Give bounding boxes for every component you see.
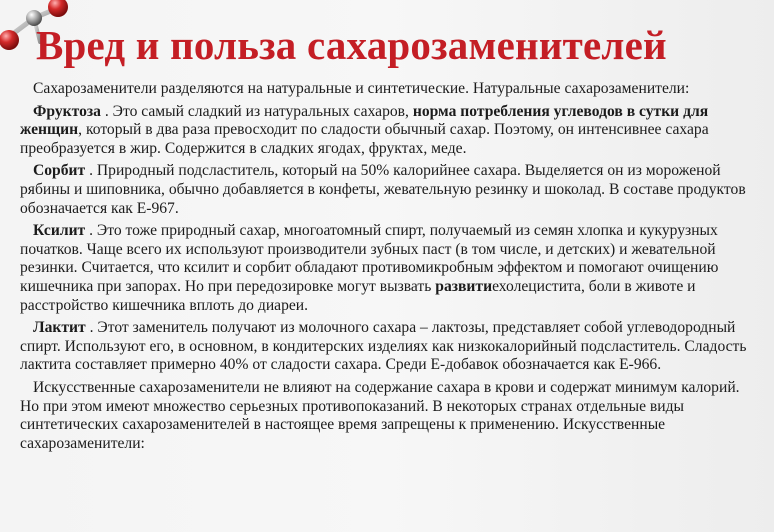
xylitol-paragraph [20, 222, 755, 315]
fructose-paragraph [20, 103, 755, 159]
intro-text: Сахарозаменители разделяются на натуральные и синтетические. Натуральные сахарозаменители: [33, 80, 690, 97]
fructose-term: Фруктоза [33, 102, 101, 120]
page-title: Вред и польза сахарозаменителей [36, 22, 667, 68]
xylitol-text-b: ехолецистита, боли в животе и расстройство кишечника вплоть до диареи. [20, 277, 696, 314]
artificial-paragraph [20, 379, 755, 453]
lactitol-paragraph [20, 319, 755, 375]
artificial-text: Искусственные сахарозаменители не влияют на содержание сахара в крови и содержат минимум калорий. Но при этом имеют множество серьезных противопоказаний. В некоторых странах отдельные виды синтетических сахарозаменителей в настоящее время запрещены к применению. Искусственные сахарозаменители: [20, 378, 740, 452]
intro-paragraph [20, 80, 755, 99]
xylitol-term: Ксилит [33, 222, 86, 240]
fructose-emphasis: норма потребления углеводов в сутки для женщин [20, 102, 709, 139]
xylitol-text-a: . Это тоже природный сахар, многоатомный спирт, получаемый из семян хлопка и кукурузных початков. Чаще всего их используют производители зубных паст (в том числе, и детских) и жевательной резинки. Считается, что ксилит и сорбит обладают противомикробным эффектом и помогают очищению кишечника при запорах. Но при передозировке могут вызвать [20, 222, 719, 295]
article-body [20, 80, 755, 457]
fructose-text-a: . Это самый сладкий из натуральных сахаров, [100, 102, 413, 120]
lactitol-term: Лактит [33, 319, 86, 337]
xylitol-emphasis: развити [435, 277, 493, 295]
sorbitol-term: Сорбит [33, 162, 86, 180]
lactitol-text: . Этот заменитель получают из молочного сахара – лактозы, представляет собой углеводородный спирт. Используют его, в основном, в кондитерских изделиях как низкокалорийный подсластитель. Сладость лактита составляет примерно 40% от сладости сахара. Среди Е-добавок обозначается как Е-966. [20, 319, 747, 374]
fructose-text-b: , который в два раза превосходит по сладости обычный сахар. Поэтому, он интенсивнее сахара преобразуется в жир. Содержится в сладких ягодах, фруктах, меде. [20, 121, 709, 157]
sorbitol-text: . Природный подсластитель, который на 50% калорийнее сахара. Выделяется он из мороженой рябины и шиповника, обычно добавляется в конфеты, жевательную резинку и шоколад. В составе продуктов обозначается как Е-967. [20, 162, 746, 217]
sorbitol-paragraph [20, 162, 755, 218]
